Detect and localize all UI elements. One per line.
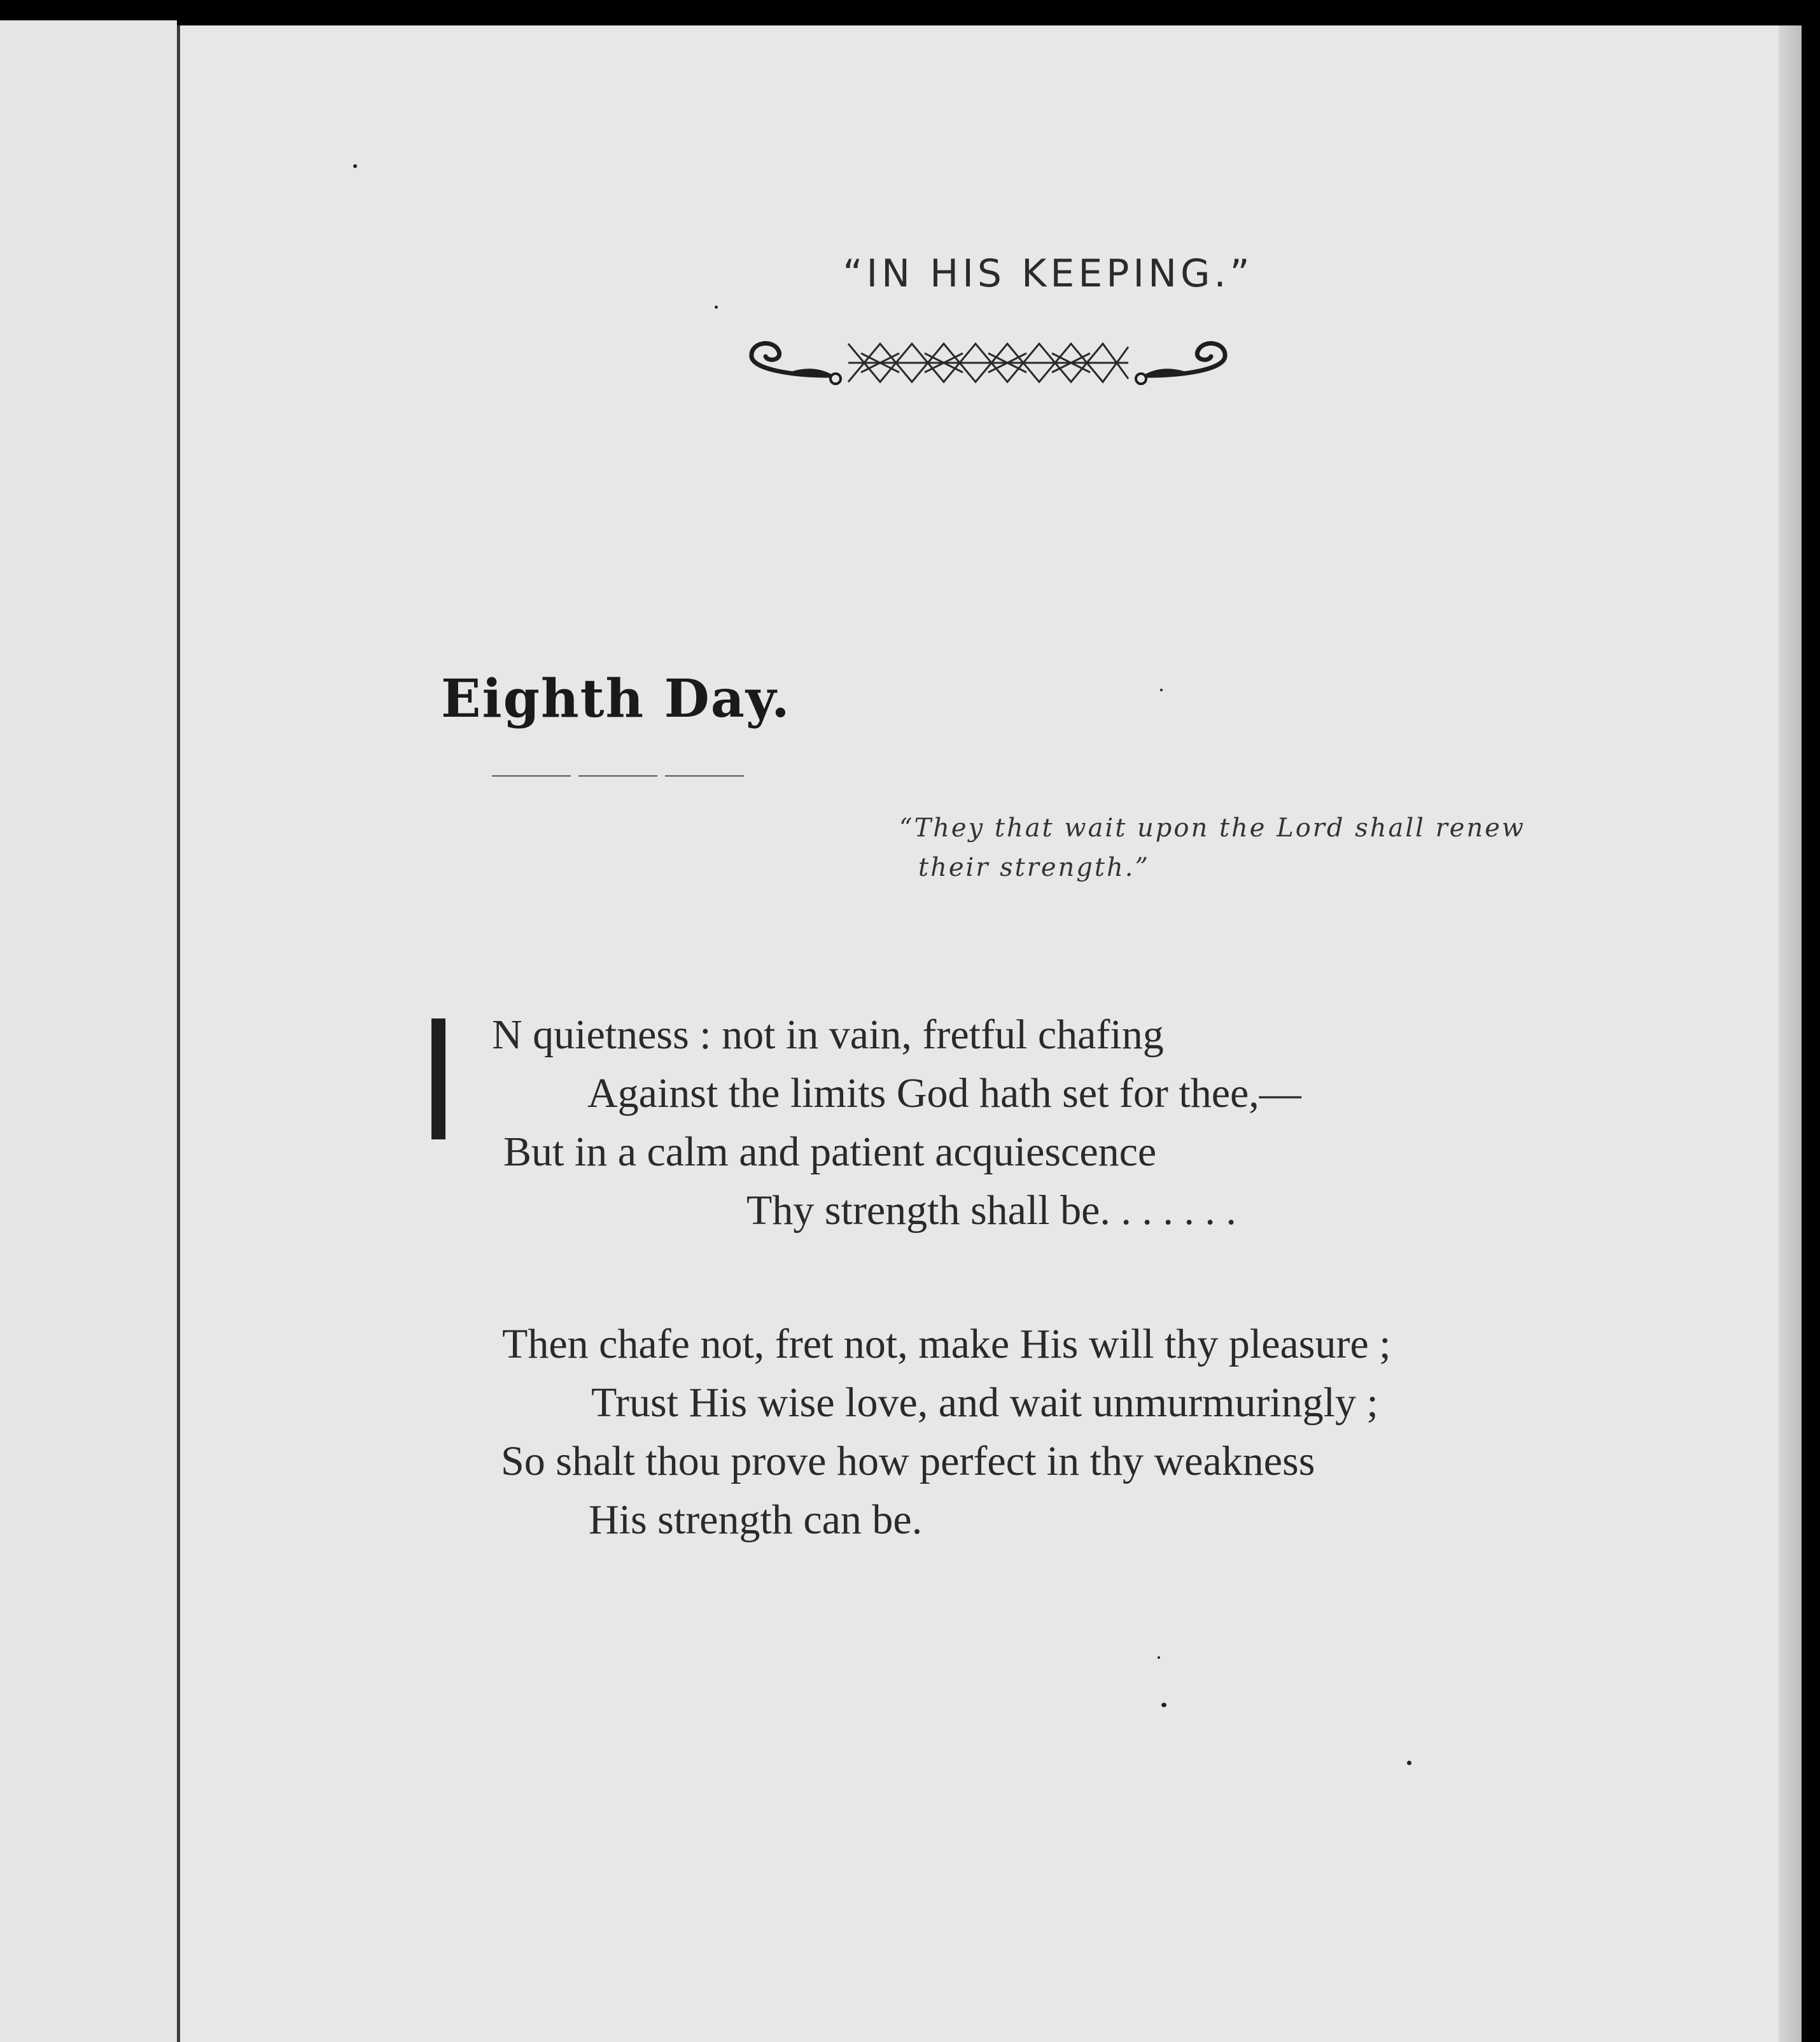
poem-line: But in a calm and patient acquiescence [503,1129,1157,1175]
poem-line: Thy strength shall be. . . . . . . [746,1187,1236,1234]
drop-initial-i [431,1018,445,1139]
poem-line: Trust His wise love, and wait unmurmuringly ; [591,1379,1378,1426]
ink-speck [715,306,718,309]
poem-line: His strength can be. [589,1496,923,1543]
day-title: Eighth Day. [441,668,791,729]
stanza [492,1006,1391,1240]
stanza [492,1315,1391,1549]
epigraph-line: “They that wait upon the Lord shall renew [899,813,1526,843]
ink-speck [1158,1656,1160,1659]
ink-speck [1407,1761,1411,1765]
poem-line: N quietness : not in vain, fretful chafing [492,1011,1164,1058]
ink-speck [1161,1703,1166,1707]
poem-line: Then chafe not, fret not, make His will thy pleasure ; [502,1321,1391,1367]
ink-speck [1160,689,1163,691]
epigraph [899,808,1637,887]
book-page [177,25,1802,2042]
facing-page-edge [0,20,177,2042]
page-edge-shadow [1779,25,1802,2042]
poem-line: Against the limits God hath set for thee,— [587,1070,1301,1116]
scroll-ornament [734,325,1243,401]
title-rule [492,775,746,777]
ink-speck [353,164,357,168]
running-head: “IN HIS KEEPING.” [843,251,1254,296]
poem [492,1006,1391,1549]
epigraph-line: their strength.” [918,853,1150,882]
poem-line: So shalt thou prove how perfect in thy weakness [501,1438,1315,1484]
